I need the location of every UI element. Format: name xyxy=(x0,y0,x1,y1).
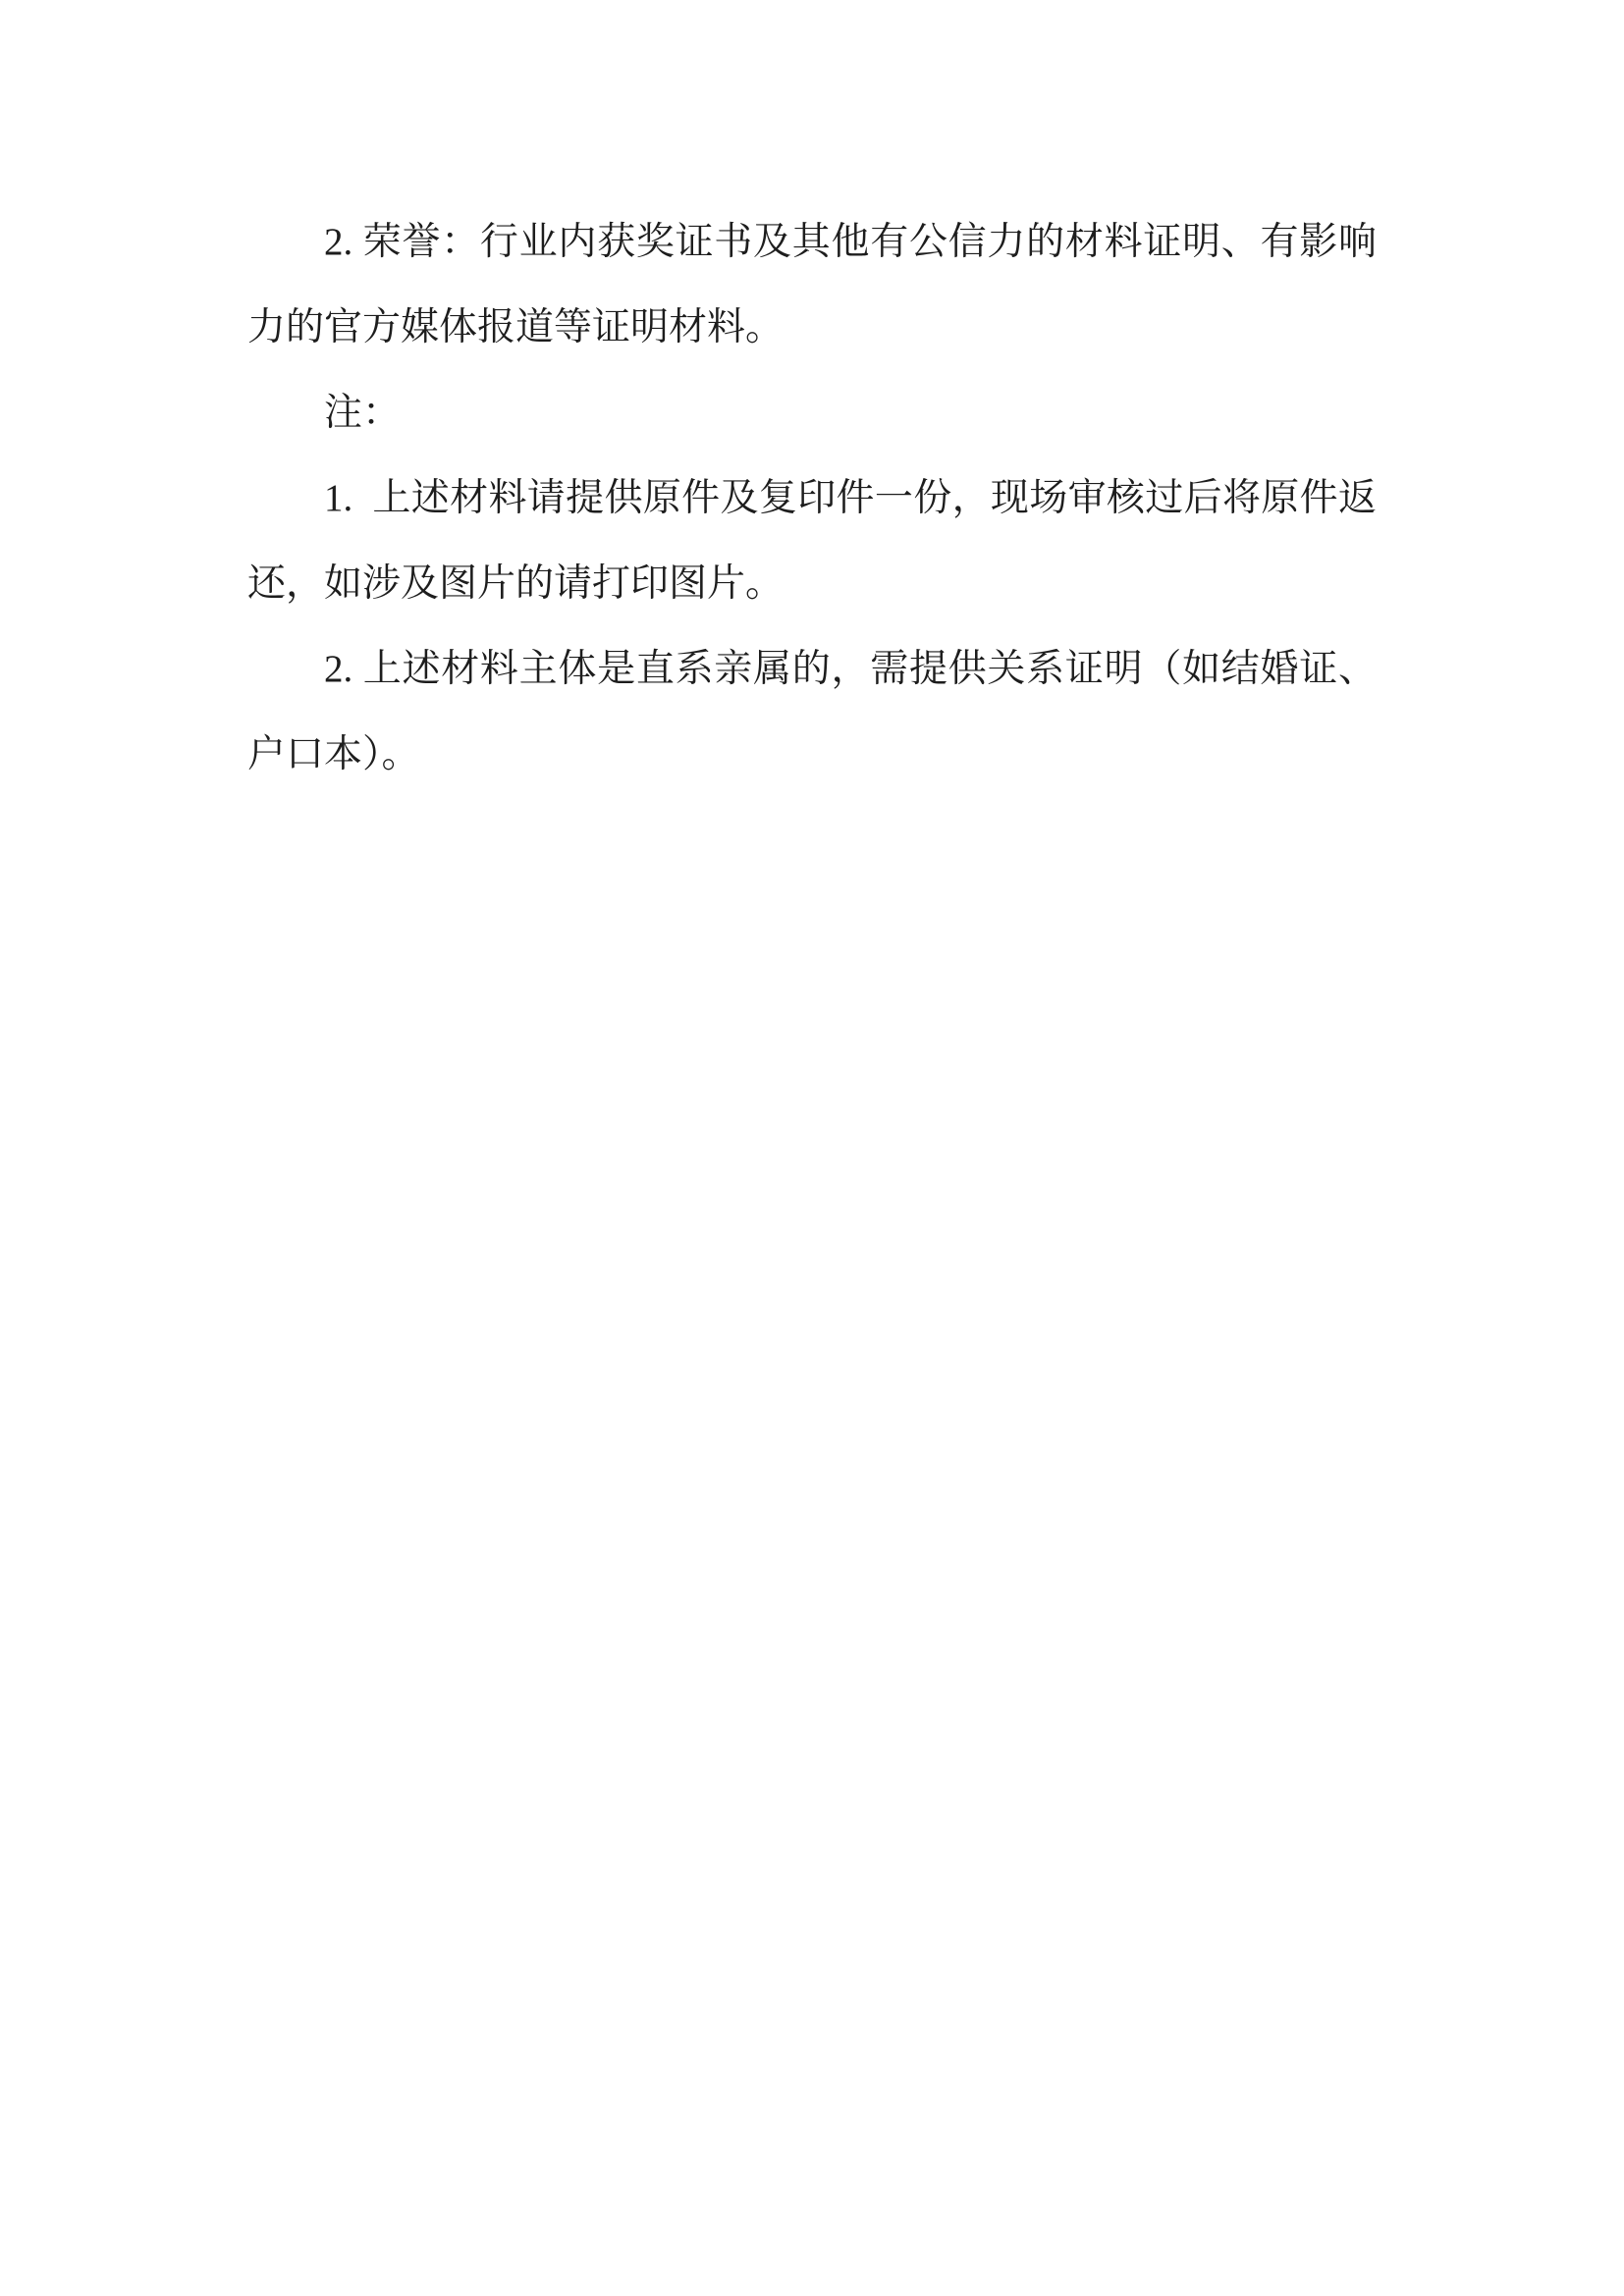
paragraph-notes-label: 注： xyxy=(324,392,402,434)
paragraph-honor-materials: 2. 荣誉：行业内获奖证书及其他有公信力的材料证明、有影响力的官方媒体报道等证明材料。 xyxy=(247,221,1377,348)
paragraph-note-1: 1. 上述材料请提供原件及复印件一份，现场审核过后将原件返还，如涉及图片的请打印图片。 xyxy=(247,477,1377,605)
text-block xyxy=(247,199,1377,797)
paragraph-note-2: 2. 上述材料主体是直系亲属的，需提供关系证明（如结婚证、户口本）。 xyxy=(247,648,1377,775)
